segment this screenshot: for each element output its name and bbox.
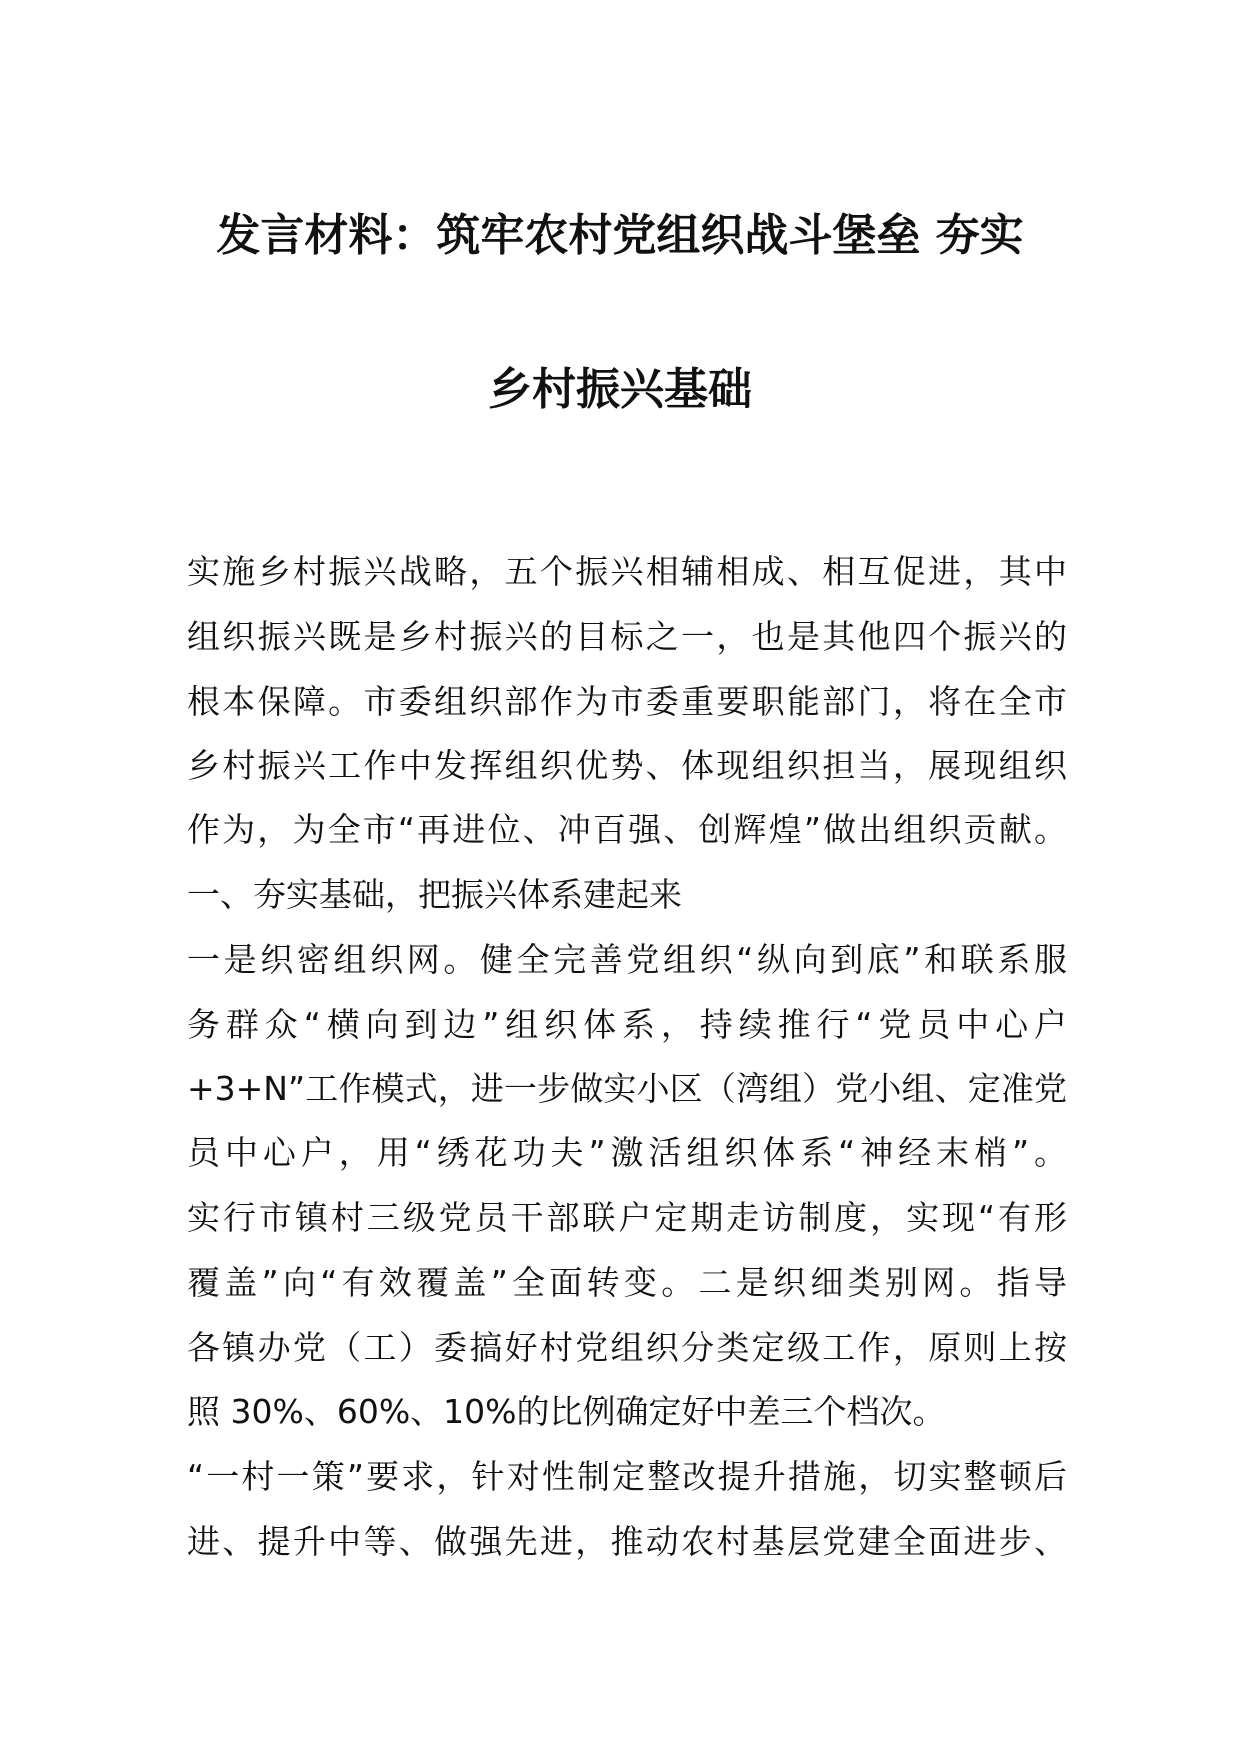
body-line: 乡村振兴工作中发挥组织优势、体现组织担当，展现组织 xyxy=(187,746,1067,785)
document-title-line-2: 乡村振兴基础 xyxy=(488,364,752,415)
body-line: “一村一策”要求，针对性制定整改提升措施，切实整顿后 xyxy=(187,1457,1067,1496)
body-line: +3+N”工作模式，进一步做实小区（湾组）党小组、定准党 xyxy=(187,1069,1067,1108)
body-line: 员中心户，用“绣花功夫”激活组织体系“神经末梢”。 xyxy=(187,1133,1067,1172)
body-line: 根本保障。市委组织部作为市委重要职能部门，将在全市 xyxy=(187,682,1067,721)
body-line: 一是织密组织网。健全完善党组织“纵向到底”和联系服 xyxy=(187,940,1067,979)
body-line: 进、提升中等、做强先进，推动农村基层党建全面进步、 xyxy=(187,1522,1067,1561)
section-heading: 一、夯实基础，把振兴体系建起来 xyxy=(187,875,682,914)
body-line: 各镇办党（工）委搞好村党组织分类定级工作，原则上按 xyxy=(187,1328,1067,1367)
body-line: 组织振兴既是乡村振兴的目标之一，也是其他四个振兴的 xyxy=(187,617,1067,656)
body-line: 覆盖”向“有效覆盖”全面转变。二是织细类别网。指导 xyxy=(187,1263,1067,1302)
body-line: 作为，为全市“再进位、冲百强、创辉煌”做出组织贡献。 xyxy=(187,810,1067,849)
body-line: 照 30%、60%、10%的比例确定好中差三个档次。 xyxy=(187,1392,946,1431)
document-title-line-1: 发言材料：筑牢农村党组织战斗堡垒 夯实 xyxy=(216,210,1024,261)
body-line: 务群众“横向到边”组织体系，持续推行“党员中心户 xyxy=(187,1005,1067,1044)
body-line: 实施乡村振兴战略，五个振兴相辅相成、相互促进，其中 xyxy=(187,552,1067,591)
body-line: 实行市镇村三级党员干部联户定期走访制度，实现“有形 xyxy=(187,1198,1067,1237)
